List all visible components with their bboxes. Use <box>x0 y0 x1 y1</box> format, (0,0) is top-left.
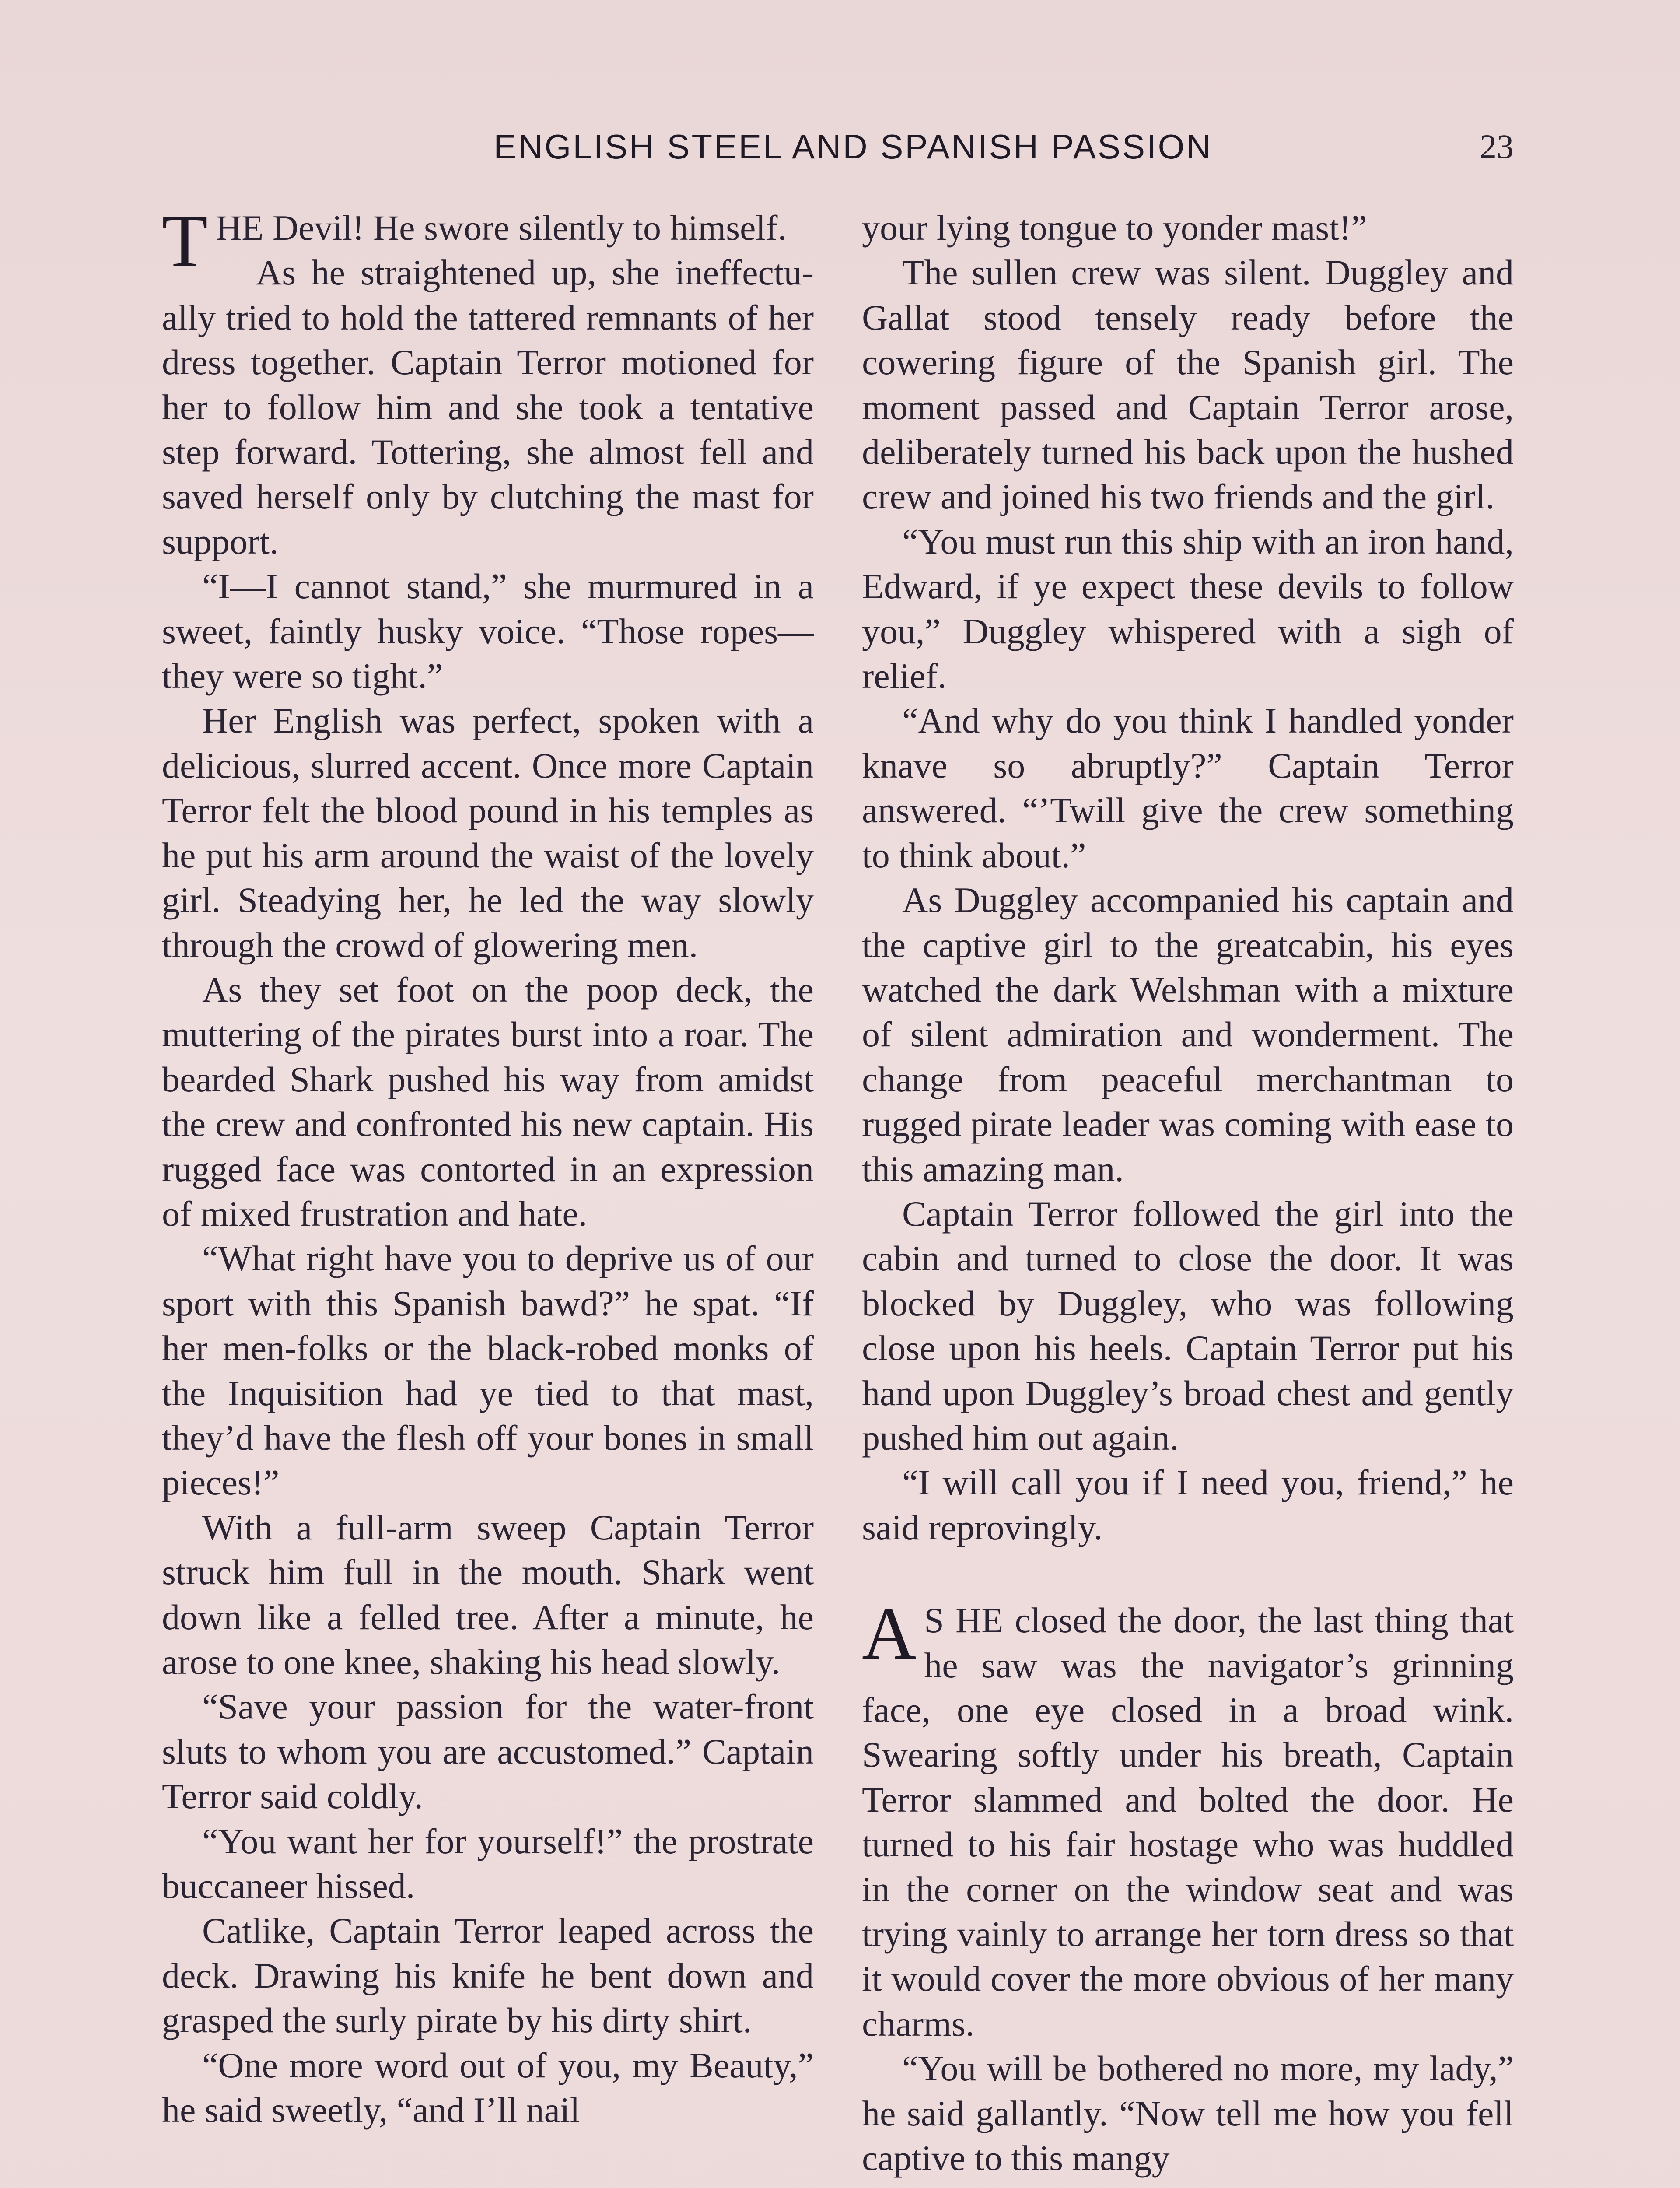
paragraph-text: S HE closed the door, the last thing that he saw was the navigator’s grinning face, one eye closed in a broad wink. Swearing softly under his breath, Captain Terror slammed and bolted the door. He turned to his fair hostage who was huddled in the corner on the window seat and was trying vainly to arrange her torn dress so that it would cover the more obvious of her many charms. <box>862 1600 1514 2044</box>
paragraph: “And why do you think I handled yonder knave so abruptly?” Captain Terror answered. “’Twill give the crew something to think about.” <box>862 701 1514 875</box>
paragraph: Her English was perfect, spoken with a delicious, slurred accent. Once more Captain Terror felt the blood pound in his temples as he put his arm around the waist of the lovely girl. Steadying her, he led the way slowly through the crowd of glowering men. <box>162 701 814 965</box>
paragraph: With a full-arm sweep Captain Terror struck him full in the mouth. Shark went down like a felled tree. After a minute, he arose to one knee, shaking his head slowly. <box>162 1507 814 1682</box>
paragraph: As he straightened up, she ineffectually tried to hold the tattered remnants of her dress together. Captain Terror motioned for her to follow him and she took a tentative step forward. Tottering, she almost fell and saved herself only by clutching the mast for support. <box>162 252 814 561</box>
paragraph: “I—I cannot stand,” she murmured in a sweet, faintly husky voice. “Those ropes—they were so tight.” <box>162 566 814 696</box>
paragraph: Catlike, Captain Terror leaped across the deck. Drawing his knife he bent down and grasped the surly pirate by his dirty shirt. <box>162 1911 814 2041</box>
paragraph: “You must run this ship with an iron hand, Edward, if ye expect these devils to follow you,” Duggley whispered with a sigh of relief. <box>862 521 1514 696</box>
section-break <box>862 1550 1514 1598</box>
paragraph: As Duggley accompanied his captain and the captive girl to the greatcabin, his eyes watched the dark Welshman with a mixture of silent admiration and wonderment. The change from peaceful merchantman to rugged pirate leader was coming with ease to this amazing man. <box>862 880 1514 1189</box>
paragraph: “One more word out of you, my Beauty,” he said sweetly, “and I’ll nail <box>162 2045 814 2130</box>
paragraph: your lying tongue to yonder mast!” <box>862 208 1367 248</box>
left-text-column <box>162 200 814 2132</box>
paragraph <box>162 200 814 283</box>
paragraph: “I will call you if I need you, friend,” he said reprovingly. <box>862 1462 1514 1547</box>
paragraph: The sullen crew was silent. Duggley and Gallat stood tensely ready before the cowering figure of the Spanish girl. The moment passed and Captain Terror arose, deliberately turned his back upon the hushed crew and joined his two friends and the girl. <box>862 252 1514 517</box>
paragraph: As they set foot on the poop deck, the muttering of the pirates burst into a roar. The bearded Shark pushed his way from amidst the crew and confronted his new captain. His rugged face was contorted in an expression of mixed frustration and hate. <box>162 969 814 1234</box>
page-number: 23 <box>1480 127 1514 165</box>
right-text-column <box>862 206 1514 2181</box>
drop-cap: A <box>862 1592 917 1676</box>
running-header-title: ENGLISH STEEL AND SPANISH PASSION <box>494 127 1213 166</box>
paragraph: “What right have you to deprive us of our sport with this Spanish bawd?” he spat. “If her men-folks or the black-robed monks of the Inquisition had ye tied to that mast, they’d have the flesh off your bones in small pieces!” <box>162 1238 814 1503</box>
paragraph: “You will be bothered no more, my lady,” he said gallantly. “Now tell me how you fell captive to this mangy <box>862 2048 1514 2178</box>
paragraph: “You want her for yourself!” the prostrate buccaneer hissed. <box>162 1821 814 1906</box>
paragraph <box>862 1592 1514 2046</box>
paragraph: “Save your passion for the water-front sluts to whom you are accustomed.” Captain Terror said coldly. <box>162 1687 814 1816</box>
paragraph: Captain Terror followed the girl into the cabin and turned to close the door. It was blocked by Duggley, who was following close upon his heels. Captain Terror put his hand upon Duggley’s broad chest and gently pushed him out again. <box>862 1193 1514 1458</box>
drop-cap: T <box>162 200 208 283</box>
paragraph-text: HE Devil! He swore silently to himself. <box>216 208 787 248</box>
